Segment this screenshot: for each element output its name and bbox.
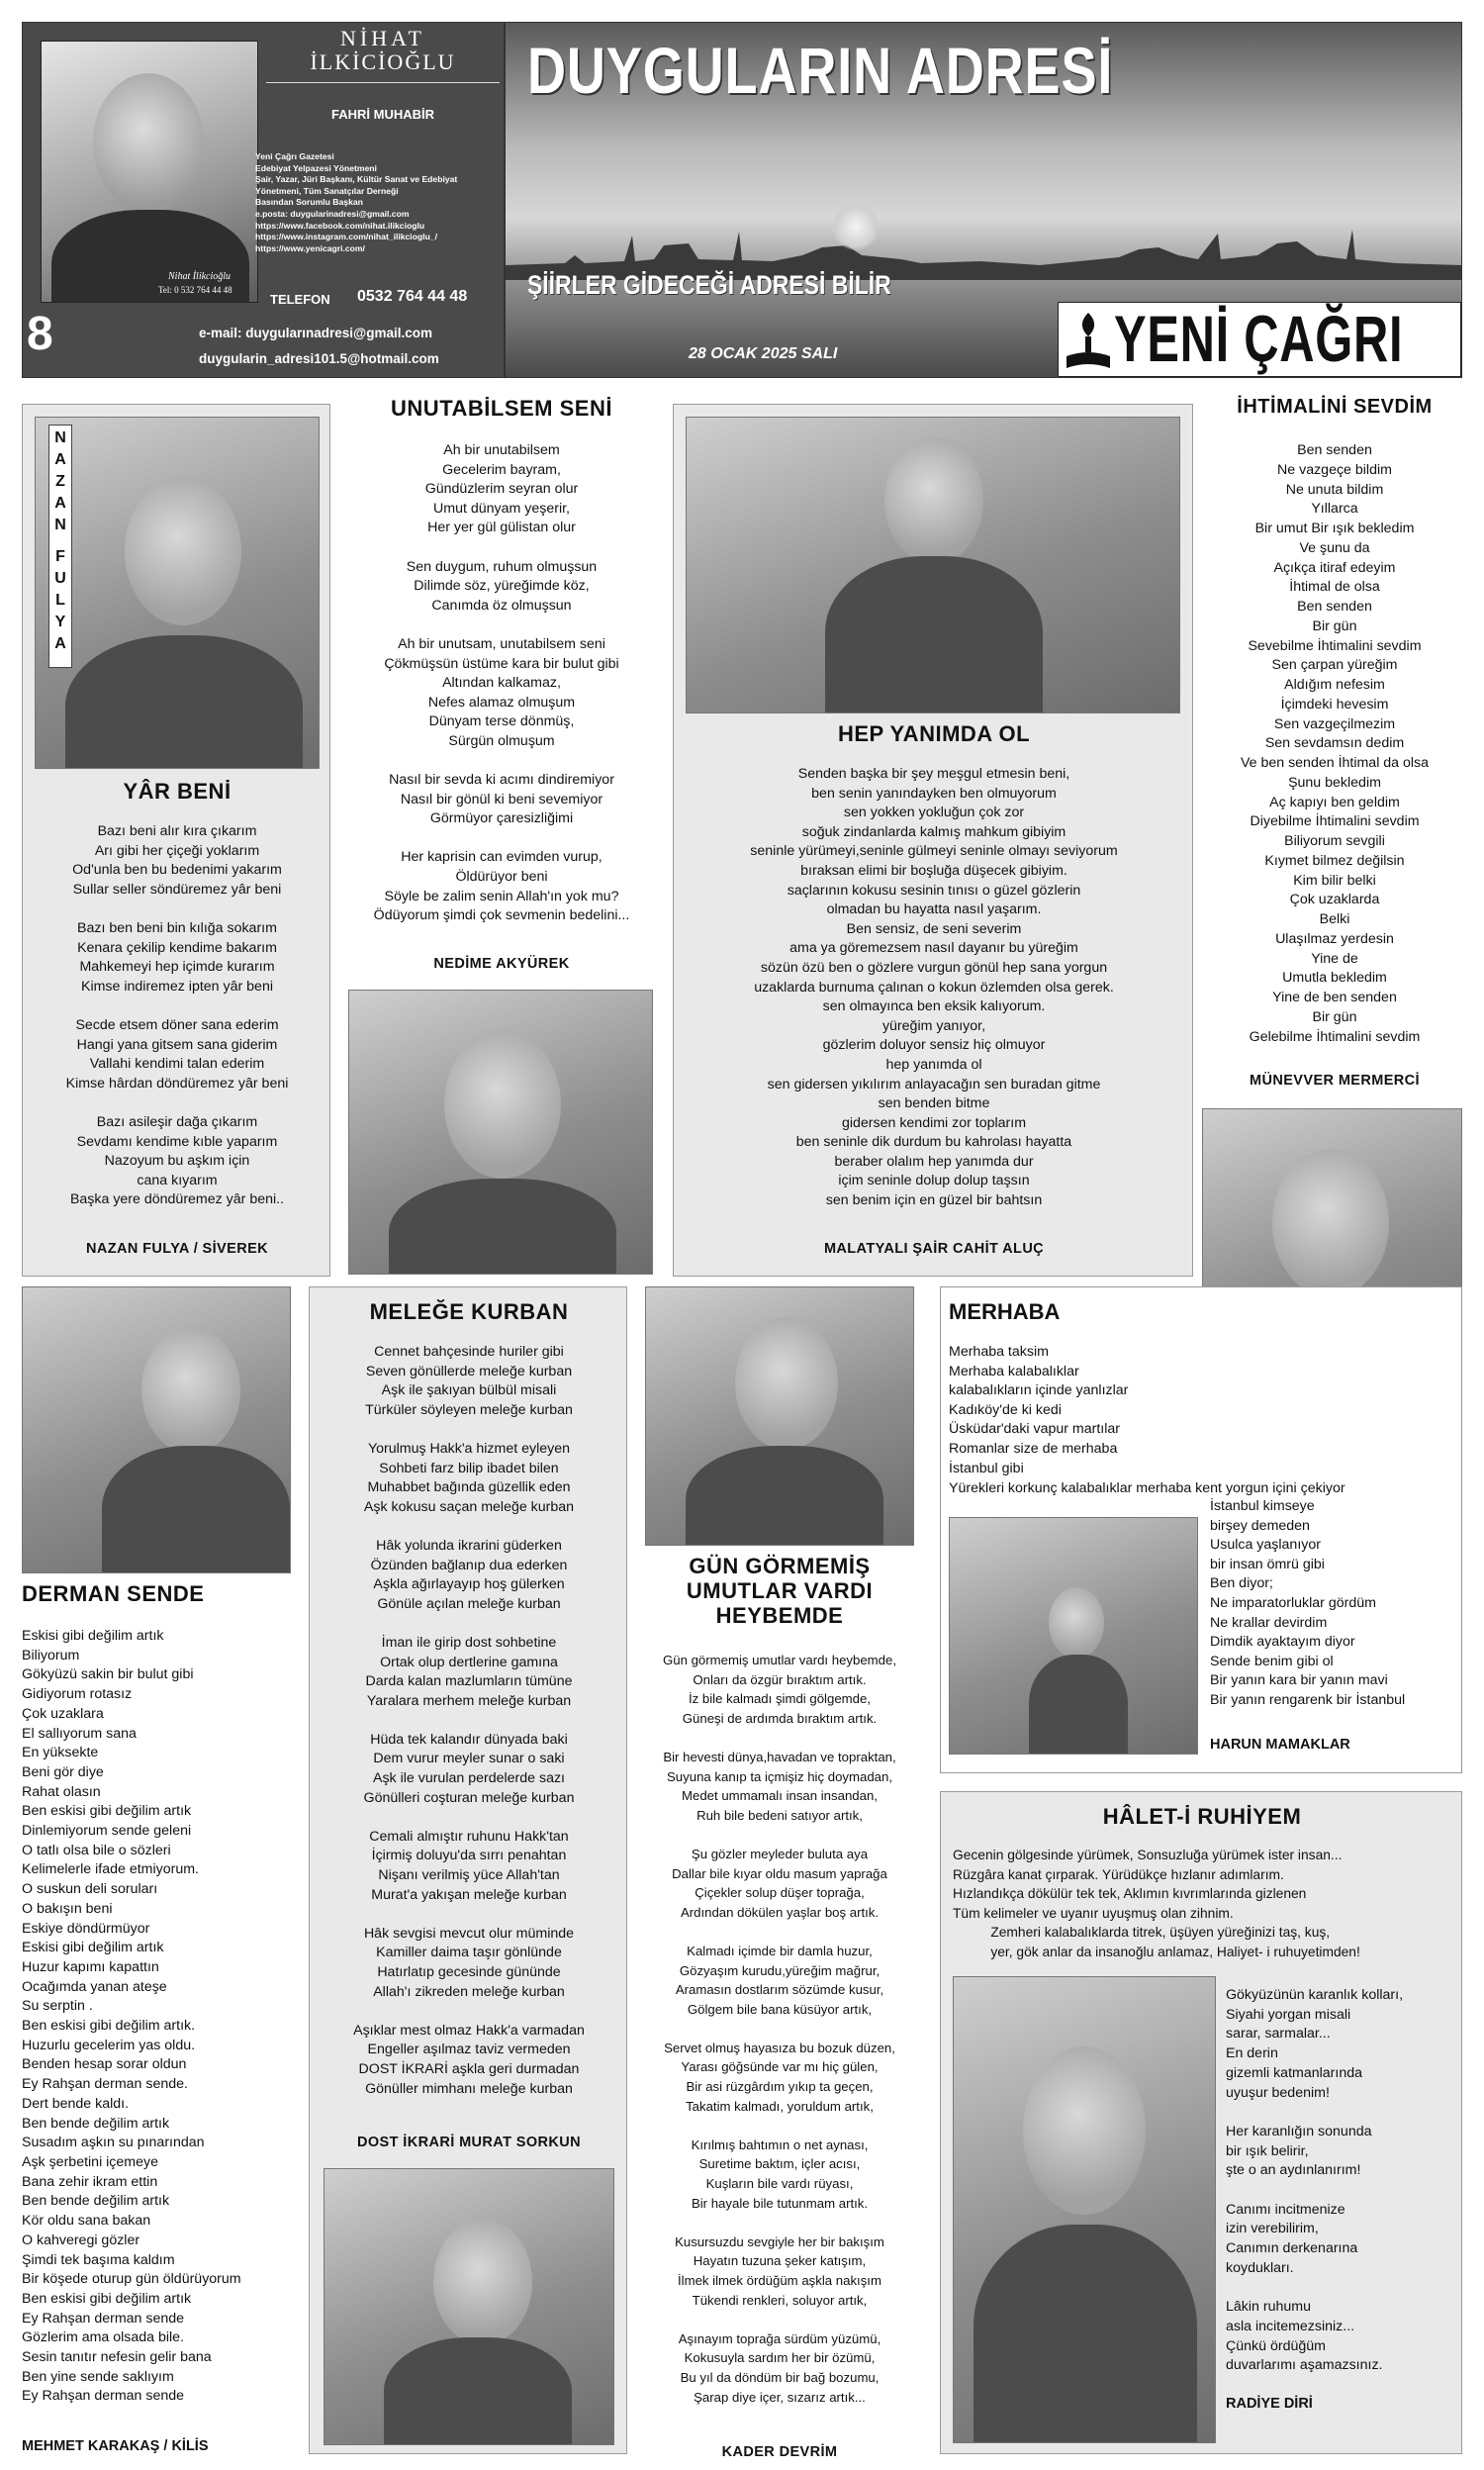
poet-photo-kader-devrim — [645, 1286, 914, 1546]
poem-text-wide: Yürekleri korkunç kalabalıklar merhaba kent yorgun içini çekiyor — [949, 1480, 1345, 1496]
phone-number: 0532 764 44 48 — [357, 288, 468, 305]
poem-text: Bazı beni alır kıra çıkarım Arı gibi her çiçeği yoklarım Od'unla ben bu bedenimi yakarım Sullar seller söndüremez yâr beni Bazı ben beni bin kılığa sokarım Kenara çekilip kendime bakarım Mahkemeyi hep içimde kurarım Kimse indiremez ipten yâr beni Secde etsem döner sana ederim Hangi yana gitsem sana giderim Vallahi kendimi talan ederim Kimse hârdan döndüremez yâr beni Bazı asileşir dağa çıkarım Sevdamı kendime kıble yaparım Nazoyum bu aşkım için cana kıyarım Başka yere döndüremez yâr beni.. — [65, 823, 289, 1208]
poem-unutabilsem — [344, 396, 659, 1277]
poet-photo-murat-sorkun — [324, 2168, 614, 2445]
section-title: DUYGULARIN ADRESİ — [527, 34, 1114, 107]
side-label-second: FULYA — [54, 548, 66, 652]
poem-author: NAZAN FULYA / SİVEREK — [85, 1241, 269, 1257]
columnist-bio: Yeni Çağrı Gazetesi Edebiyat Yelpazesi Yönetmeni Şair, Yazar, Jüri Başkanı, Kültür Sanat ve Edebiyat Yönetmeni, Tüm Sanatçılar Derneği Basından Sorumlu Başkan e.posta: duygularinadresi@gmail.com https://www.facebook.com/nihat.ilikcioglu https://www.instagram.com/nihat_ilikcioglu_/ https://www.yenicagri.com/ — [255, 151, 458, 253]
columnist-first-name: NİHAT — [340, 26, 425, 50]
poem-author: NEDİME AKYÜREK — [433, 956, 570, 972]
poem-text-top: Gecenin gölgesinde yürümek, Sonsuzluğa yürümek ister insan... Rüzgâra kanat çırparak. Yürüdükçe hızlanır adımlarım. Hızlandıkça dökülür tek tek, Aklımın kıvrımlarında gizlenen Tüm kelimeler ve uyanır uyuşmuş olan zihnim. Zemheri kalabalıklarda titrek, üşüyen yüreğinizi taş, kuş, yer, gök anlar da insanoğlu anlamaz, Haliyet- i ruhuyetimden! — [953, 1848, 1360, 1959]
poem-author: MÜNEVVER MERMERCİ — [1250, 1073, 1420, 1089]
poem-author: MALATYALI ŞAİR CAHİT ALUÇ — [823, 1241, 1045, 1257]
poet-photo-nazan-fulya — [35, 417, 320, 769]
poem-title: İHTİMALİNİ SEVDİM — [1237, 396, 1433, 418]
photo-signature: Nihat İlikcioğlu — [168, 271, 232, 282]
poet-photo-harun-mamaklar — [949, 1517, 1198, 1755]
photo-phone: Tel: 0 532 764 44 48 — [158, 285, 232, 295]
issue-date: 28 OCAK 2025 SALI — [689, 345, 838, 362]
poem-author: MEHMET KARAKAŞ / KİLİS — [22, 2438, 209, 2454]
poem-text: Gün görmemiş umutlar vardı heybemde, Onları da özgür bıraktım artık. İz bile kalmadı şimdi gölgemde, Güneşi de ardımda bıraktım artık. Bir hevesti dünya,havadan ve topraktan, Suyuna kanıp ta içmişiz hiç doymadan, Medet ummamalı insan insandan, Ruh bile bedeni satıyor artık, Şu gözler meyleder buluta aya Dallar bile kıyar oldu masum yaprağa Çiçekler solup düşer toprağa, Ardından dökülen yaşlar boş artık. Kalmadı içimde bir damla huzur, Gözyaşım kurudu,yüreğim mağrur, Aramasın dostlarım sözümde kusur, Gölgem bile bana küsüyor artık, Servet olmuş hayasıza bu bozuk düzen, Yarası göğsünde var mı hiç gülen, Bir asi rüzgârdım yıkıp ta geçen, Takatim kalmadı, yoruldum artık, Kırılmış bahtımın o net aynası, Suretime baktım, içler acısı, Kuşların bile vardı rüyası, Bir hayale bile tutunmam artık. Kusursuzdu sevgiyle her bir bakışım Hayatın tuzuna şeker katışım, İlmek ilmek ördüğüm aşkla nakışım Tükendi renkleri, soluyor artık, Aşınayım toprağa sürdüm yüzümü, Kokusuyla sardım her bir özümü, Bu yıl da döndüm bir bağ bozumu, Şarap diye içer, sızarız artık... — [662, 1653, 896, 2405]
email-2: duygularin_adresi101.5@hotmail.com — [199, 351, 439, 366]
poet-photo-radiye-diri — [953, 1976, 1216, 2443]
poem-box-hep-yanimda — [673, 404, 1193, 1277]
poem-title: UNUTABİLSEM SENİ — [391, 396, 612, 421]
poem-title: HÂLET-İ RUHİYEM — [1102, 1804, 1302, 1829]
poem-derman — [22, 1581, 309, 2470]
poem-box-melege — [309, 1286, 627, 2454]
poem-text: Senden başka bir şey meşgul etmesin beni, ben senin yanındayken ben olmuyorum sen yokken yokluğun çok zor soğuk zindanlarda kalmış mahkum gibiyim seninle yürümeyi,seninle gülmeyi seninle olmayı seviyorum bıraksan elimi bir boşluğa düşecek gibiyim. saçlarının kokusu sesinin tınısı o güzel gözlerin olmadan bu hayatta nasıl yaşarım. Ben sensiz, de seni severim ama ya göremezsem nasıl dayanır bu yüreğim sözün özü ben o gözlere vurgun gönül hep sana yorgun uzaklarda burnuma çalınan o kokun özlemden olsa gerek. sen olmayınca ben eksik kalıyorum. yüreğim yanıyor, gözlerim doluyor sensiz hiç olmuyor hep yanımda ol sen gidersen yıkılırım anlayacağın sen buradan gitme sen benden bitme gidersen kendimi zor toplarım ben seninle dik durdum bu kahrolası hayatta beraber olalım hep yanımda dur içim seninle dolup dolup taşsın sen benim için en güzel bir bahtsın — [750, 766, 1118, 1209]
phone-label: TELEFON — [270, 292, 330, 307]
poem-text-bottom: İstanbul kimseye birşey demeden Usulca yaşlanıyor bir insan ömrü gibi Ben diyor; Ne imparatorluklar gördüm Ne krallar devirdim Dimdik ayaktayım diyor Sende benim gibi ol Bir yanın kara bir yanın mavi Bir yanın rengarenk bir İstanbul — [1210, 1498, 1406, 1708]
poem-text: Eskisi gibi değilim artık Biliyorum Gökyüzü sakin bir bulut gibi Gidiyorum rotasız Çok uzaklara El sallıyorum sana En yüksekte Beni gör diye Rahat olasın Ben eskisi gibi değilim artık Dinlemiyorum sende geleni O tatlı olsa bile o sözleri Kelimelerle ifade etmiyorum. O suskun deli soruları O bakışın beni Eskiye döndürmüyor Eskisi gibi değilim artık Huzur kapımı kapattın Ocağımda yanan ateşe Su serptin . Ben eskisi gibi değilim artık. Huzurlu gecelerim yas oldu. Benden hesap sorar oldun Ey Rahşan derman sende. Dert bende kaldı. Ben bende değilim artık Susadım aşkın su pınarından Aşk şerbetini içemeye Bana zehir ikram ettin Ben bende değilim artık Kör oldu sana bakan O kahveregi gözler Şimdi tek başıma kaldım Bir köşede oturup gün öldürüyorum Ben eskisi gibi değilim artık Ey Rahşan derman sende Gözlerim ama olsada bile. Sesin tanıtır nefesin gelir bana Ben yine sende saklıyım Ey Rahşan derman sende — [22, 1628, 241, 2405]
poem-author: HARUN MAMAKLAR — [1210, 1737, 1350, 1753]
columnist-last-name: İLKİCİOĞLU — [310, 49, 456, 74]
section-banner — [505, 22, 1462, 378]
page-number: 8 — [27, 308, 53, 360]
torch-book-icon — [1065, 309, 1112, 372]
poem-author: DOST İKRARİ MURAT SORKUN — [356, 2135, 582, 2150]
poet-photo-nedime-akyurek — [348, 990, 653, 1275]
poem-title: MERHABA — [949, 1299, 1061, 1324]
poem-author: RADİYE DİRİ — [1226, 2396, 1313, 2412]
logo-text: YENİ ÇAĞRI — [1114, 302, 1404, 375]
columnist-photo — [41, 41, 258, 303]
poet-photo-cahit-aluc — [686, 417, 1180, 713]
columnist-role: FAHRİ MUHABİR — [331, 107, 434, 122]
columnist-panel — [22, 22, 505, 378]
poem-text-top: Merhaba taksim Merhaba kalabalıklar kalabalıkların içinde yanlızlar Kadıköy'de ki kedi Üsküdar'daki vapur martılar Romanlar size de merhaba İstanbul gibi — [949, 1344, 1129, 1476]
poem-title: MELEĞE KURBAN — [369, 1299, 569, 1324]
side-label-first: NAZAN — [54, 429, 66, 533]
poem-box-merhaba — [940, 1286, 1462, 1773]
poem-gun-gormemis — [633, 1554, 926, 2470]
poem-text: Ah bir unutabilsem Gecelerim bayram, Gündüzlerim seyran olur Umut dünyam yeşerir, Her yer gül gülistan olur Sen duygum, ruhum olmuşsun Dilimde söz, yüreğimde köz, Canımda öz olmuşsun Ah bir unutsam, unutabilsem seni Çökmüşsün üstüme kara bir bulut gibi Altından kalkamaz, Nefes alamaz olmuşum Dünyam terse dönmüş, Sürgün olmuşum Nasıl bir sevda ki acımı dindiremiyor Nasıl bir gönül ki beni sevemiyor Görmüyor çaresizliğimi Her kaprisin can evimden vurup, Öldürüyor beni Söyle be zalim senin Allah'ın yok mu? Ödüyorum şimdi çok sevmenin bedelini... — [373, 442, 630, 924]
side-label — [48, 425, 72, 668]
poet-photo-mehmet-karakas — [22, 1286, 291, 1573]
poem-text: Ben senden Ne vazgeçe bildim Ne unuta bildim Yıllarca Bir umut Bir ışık bekledim Ve şunu da Açıkça itiraf edeyim İhtimal de olsa Ben senden Bir gün Sevebilme İhtimalini sevdim Sen çarpan yüreğim Aldığım nefesim İçimdeki hevesim Sen vazgeçilmezim Sen sevdamsın dedim Ve ben senden İhtimal da olsa Şunu bekledim Aç kapıyı ben geldim Diyebilme İhtimalini sevdim Biliyorum sevgili Kıymet bilmez değilsin Kim bilir belki Çok uzaklarda Belki Ulaşılmaz yerdesin Yine de Umutla bekledim Yine de ben senden Bir gün Gelebilme İhtimalini sevdim — [1240, 442, 1430, 1045]
poem-text-bottom: Gökyüzünün karanlık kolları, Siyahi yorgan misali sarar, sarmalar... En derin gizemli katmanlarında uyuşur bedenim! Her karanlığın sonunda bir ışık belirir, şte o an aydınlanırım! Canımı incitmenize izin verebilirim, Canımın derkenarına koydukları. Lâkin ruhumu asla incitemezsiniz... Çünkü ördüğüm duvarlarımı aşamazsınız. — [1226, 1987, 1404, 2374]
email-1: e-mail: duygularınadresi@gmail.com — [199, 326, 432, 340]
poem-title: GÜN GÖRMEMİŞ UMUTLAR VARDI HEYBEMDE — [686, 1554, 874, 1628]
tagline: ŞİİRLER GİDECEĞİ ADRESİ BİLİR — [527, 270, 891, 300]
poem-author: KADER DEVRİM — [721, 2444, 838, 2460]
poem-text: Cennet bahçesinde huriler gibi Seven gönüllerde meleğe kurban Aşk ile şakıyan bülbül misali Türküler söyleyen meleğe kurban Yorulmuş Hakk'a hizmet eyleyen Sohbeti farz bilip ibadet bilen Muhabbet bağında güzellik eden Aşk kokusu saçan meleğe kurban Hâk yolunda ikrarini güderken Özünden bağlanıp dua ederken Aşkla ağırlayayıp hoş gülerken Gönüle açılan meleğe kurban İman ile girip dost sohbetine Ortak olup dertlerine gamına Darda kalan mazlumların tümüne Yaralara merhem meleğe kurban Hüda tek kalandır dünyada baki Dem vurur meyler sunar o saki Aşk ile vurulan perdelerde sazı Gönülleri coşturan meleğe kurban Cemali almıştır ruhunu Hakk'tan İçirmiş doluyu'da sırrı penahtan Nişanı verilmiş yüce Allah'tan Murat'a yakışan meleğe kurban Hâk sevgisi mevcut olur müminde Kamiller daima taşır gönlünde Hatırlatıp gecesinde gününde Allah'ı zikreden meleğe kurban Aşıklar mest olmaz Hakk'a varmadan Engeller aşılmaz taviz vermeden DOST İKRARİ aşkla geri durmadan Gönüller mimhanı meleğe kurban — [353, 1344, 585, 2097]
poem-box-yar-beni — [22, 404, 330, 1277]
poem-box-halet — [940, 1791, 1462, 2454]
poem-title: YÂR BENİ — [123, 779, 232, 804]
newspaper-logo — [1058, 302, 1461, 377]
poem-title: HEP YANIMDA OL — [837, 721, 1031, 746]
poem-title: DERMAN SENDE — [22, 1581, 205, 1606]
